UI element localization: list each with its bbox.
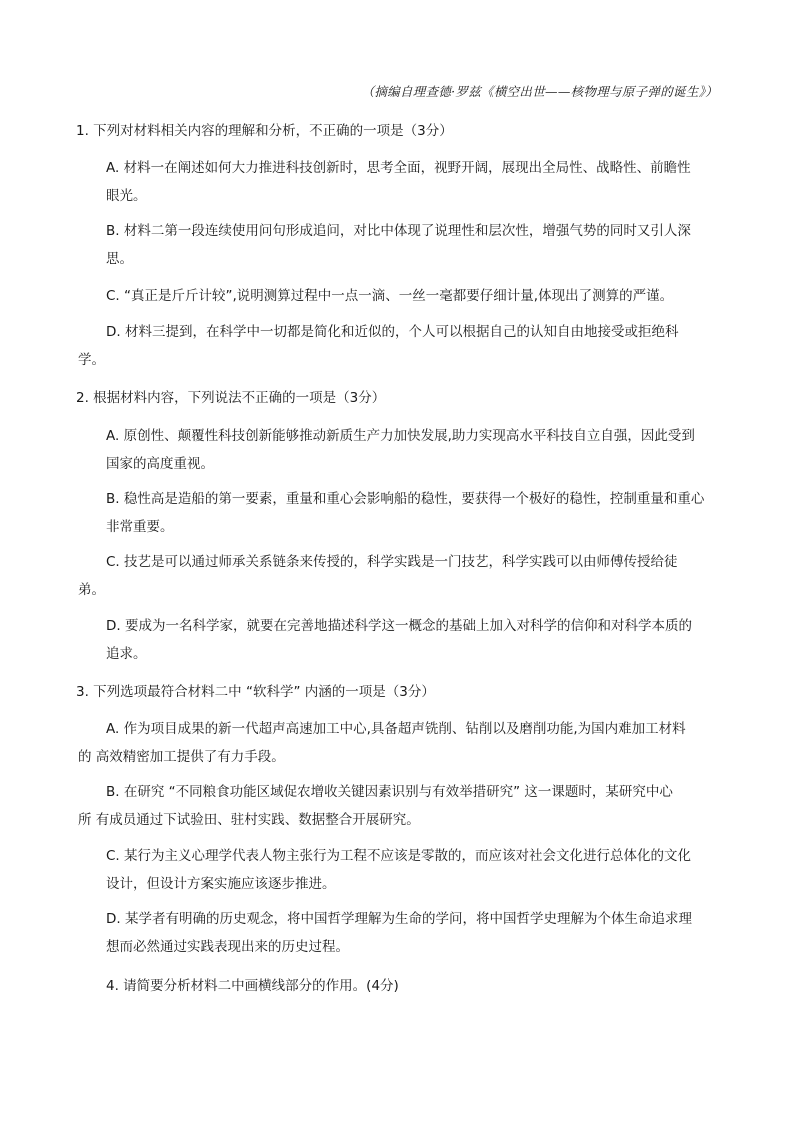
question-3-stem: 3. 下列选项最符合材料二中 “软科学” 内涵的一项是（3分）: [76, 684, 435, 700]
option-continuation: 所 有成员通过下试验田、驻村实践、数据整合开展研究。: [78, 812, 420, 828]
option-continuation: 的 高效精密加工提供了有力手段。: [78, 749, 285, 765]
question-1-option-a: [106, 154, 726, 210]
option-continuation: 思。: [106, 251, 133, 267]
option-line: C. 技艺是可以通过师承关系链条来传授的，科学实践是一门技艺，科学实践可以由师傅传授给徒: [106, 554, 678, 570]
question-2-option-d: [106, 612, 726, 668]
option-line: A. 材料一在阐述如何大力推进科技创新时，思考全面，视野开阔，展现出全局性、战略性、前瞻性: [106, 160, 691, 176]
question-2-option-a: [106, 422, 726, 478]
option-line: D. 某学者有明确的历史观念，将中国哲学理解为生命的学问，将中国哲学史理解为个体生命追求理: [106, 911, 692, 927]
question-3-option-b: [78, 778, 726, 834]
option-line: B. 稳性高是造船的第一要素，重量和重心会影响船的稳性，要获得一个极好的稳性，控制重量和重心: [106, 491, 705, 507]
option-continuation: 国家的高度重视。: [106, 456, 214, 472]
option-line: C. 某行为主义心理学代表人物主张行为工程不应该是零散的，而应该对社会文化进行总体化的文化: [106, 848, 692, 864]
option-line: D. 材料三提到，在科学中一切都是简化和近似的，个人可以根据自己的认知自由地接受或拒绝科: [106, 324, 679, 340]
question-2-option-c: [78, 548, 726, 604]
question-2-stem: 2. 根据材料内容，下列说法不正确的一项是（3分）: [76, 390, 386, 406]
question-2-option-b: [106, 485, 726, 541]
question-1-option-d: [78, 318, 726, 374]
question-1-option-c: [106, 282, 726, 310]
option-continuation: 学。: [78, 352, 105, 368]
source-citation: （摘编自理查德·罗兹《横空出世——核物理与原子弹的诞生》）: [361, 84, 718, 99]
option-continuation: 非常重要。: [106, 519, 174, 535]
option-continuation: 设计，但设计方案实施应该逐步推进。: [106, 876, 336, 892]
question-3-option-c: [106, 842, 726, 898]
option-line: B. 在研究 “不同粮食功能区域促农增收关键因素识别与有效举措研究” 这一课题时，某研究中心: [106, 784, 673, 800]
question-3-option-d: [106, 905, 726, 961]
option-line: D. 要成为一名科学家，就要在完善地描述科学这一概念的基础上加入对科学的信仰和对科学本质的: [106, 618, 692, 634]
option-continuation: 眼光。: [106, 188, 147, 204]
question-1-option-b: [106, 217, 726, 273]
option-continuation: 想而必然通过实践表现出来的历史过程。: [106, 939, 349, 955]
question-3-option-a: [78, 715, 726, 771]
option-line: B. 材料二第一段连续使用问句形成追问，对比中体现了说理性和层次性，增强气势的同时又引人深: [106, 223, 691, 239]
question-4-stem: 4. 请简要分析材料二中画横线部分的作用。(4分): [106, 978, 399, 994]
option-line: A. 作为项目成果的新一代超声高速加工中心,具备超声铣削、钻削以及磨削功能,为国内难加工材料: [106, 721, 686, 737]
option-continuation: 弟。: [78, 582, 105, 598]
option-continuation: 追求。: [106, 646, 147, 662]
option-line: C. “真正是斤斤计较”,说明测算过程中一点一滴、一丝一毫都要仔细计量,体现出了测算的严谨。: [106, 288, 674, 304]
option-line: A. 原创性、颠覆性科技创新能够推动新质生产力加快发展,助力实现高水平科技自立自强，因此受到: [106, 428, 695, 444]
question-1-stem: 1. 下列对材料相关内容的理解和分析，不正确的一项是（3分）: [76, 123, 453, 139]
